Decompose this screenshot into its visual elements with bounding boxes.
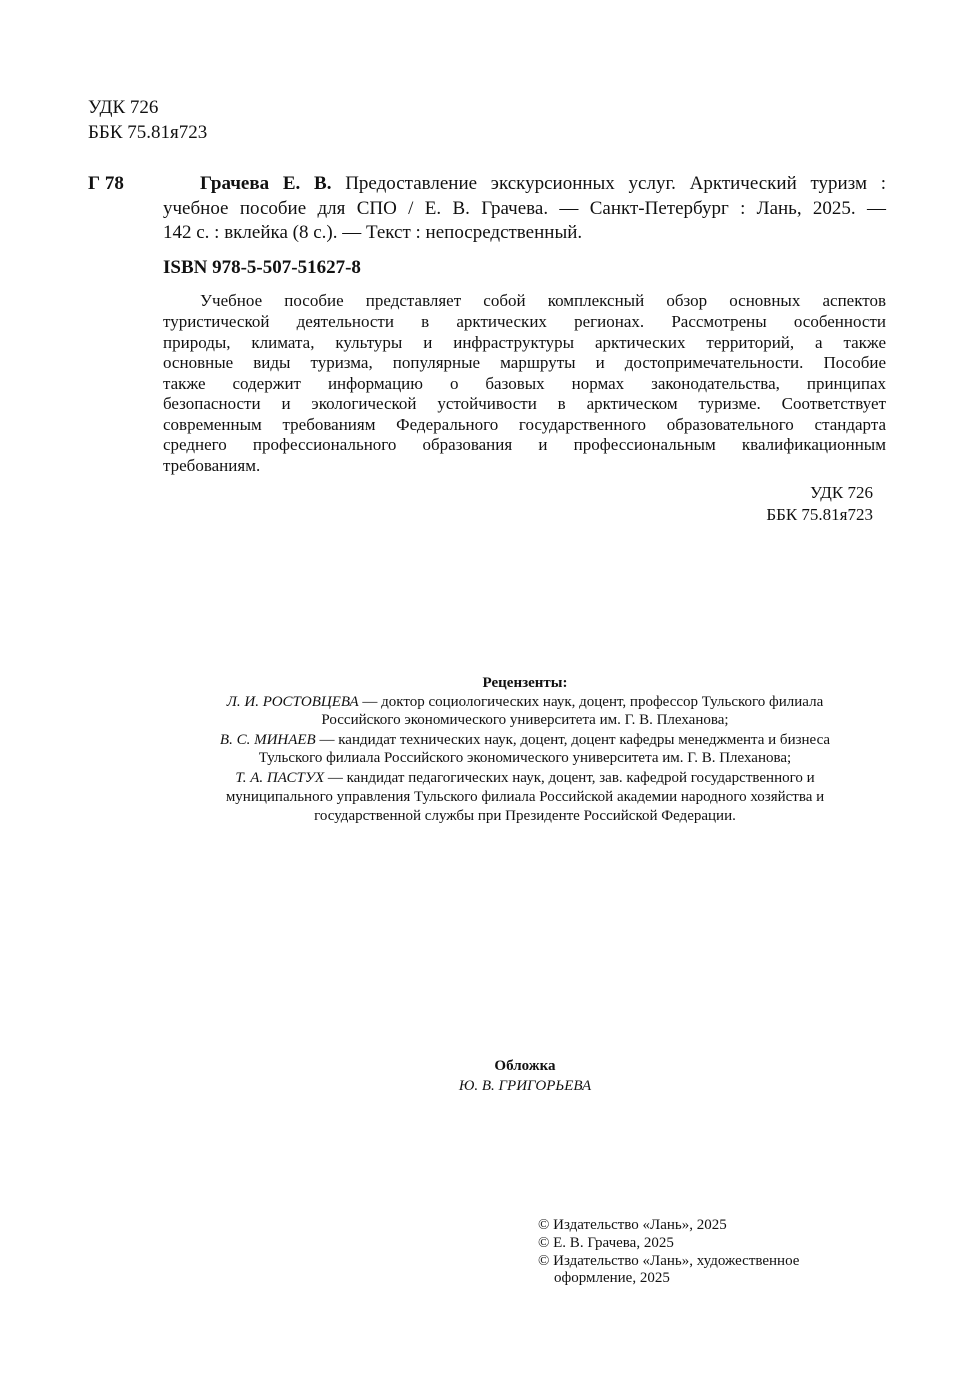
reviewers-title: Рецензенты: (482, 675, 568, 691)
cover-title: Обложка (494, 1058, 556, 1074)
abstract-line: требованиям. (163, 456, 261, 475)
copyright-line: © Издательство «Лань», 2025 (538, 1217, 727, 1233)
copyright-line: © Е. В. Грачева, 2025 (538, 1235, 674, 1251)
reviewer-1-name: Л. И. РОСТОВЦЕВА (226, 694, 359, 710)
abstract-line: туристической деятельности в арктических регионах. Рассмотрены особенности (163, 312, 886, 331)
copyright-line: © Издательство «Лань», художественное (538, 1253, 800, 1269)
author-sign: Г 78 (88, 173, 124, 194)
bib-line-2: учебное пособие для СПО / Е. В. Грачева. — Санкт-Петербург : Лань, 2025. — (163, 198, 886, 219)
reviewer-3-line-3: государственной службы при Президенте Российской Федерации. (314, 808, 736, 824)
bib-line-3: 142 с. : вклейка (8 с.). — Текст : непосредственный. (163, 222, 583, 243)
abstract-line: среднего профессионального образования и профессиональным квалификационным (163, 435, 886, 454)
copyright-line: оформление, 2025 (554, 1270, 670, 1286)
reviewer-2-desc: — кандидат технических наук, доцент, доцент кафедры менеджмента и бизнеса (315, 732, 831, 748)
reviewer-2-line-2: Тульского филиала Российского экономического университета им. Г. В. Плеханова; (258, 750, 792, 766)
udk-code: УДК 726 (88, 97, 159, 118)
reviewer-3-name: Т. А. ПАСТУХ (235, 770, 325, 786)
udk-code-right: УДК 726 (809, 483, 873, 502)
bbk-code-right: ББК 75.81я723 (766, 505, 873, 524)
bib-author: Грачева Е. В. (200, 173, 332, 194)
reviewer-3-line-1 (0, 769, 976, 788)
reviewer-3-line-2: муниципального управления Тульского филиала Российской академии народного хозяйства и (225, 789, 825, 805)
reviewer-1-line-2: Российского экономического университета им. Г. В. Плеханова; (321, 712, 729, 728)
reviewer-2-line-1 (0, 731, 976, 750)
bib-title: Предоставление экскурсионных услуг. Арктический туризм : (345, 173, 887, 194)
abstract-line: современным требованиям Федерального государственного образовательного стандарта (163, 415, 886, 434)
cover-designer: Ю. В. ГРИГОРЬЕВА (458, 1078, 592, 1094)
bbk-code: ББК 75.81я723 (88, 122, 208, 143)
reviewer-1-desc: — доктор социологических наук, доцент, профессор Тульского филиала (358, 694, 824, 710)
reviewer-1-line-1 (0, 693, 976, 712)
abstract-line: основные виды туризма, популярные маршруты и достопримечательности. Пособие (163, 353, 886, 372)
abstract-line: также содержит информацию о базовых нормах законодательства, принципах (163, 374, 886, 393)
bib-line-1 (200, 173, 886, 195)
abstract-line: Учебное пособие представляет собой комплексный обзор основных аспектов (200, 291, 886, 310)
abstract-line: природы, климата, культуры и инфраструктуры арктических территорий, а также (163, 333, 886, 352)
isbn: ISBN 978-5-507-51627-8 (163, 257, 361, 278)
abstract-line: безопасности и экологической устойчивости в арктическом туризме. Соответствует (163, 394, 886, 413)
reviewer-3-desc: — кандидат педагогических наук, доцент, зав. кафедрой государственного и (324, 770, 815, 786)
reviewer-2-name: В. С. МИНАЕВ (219, 732, 316, 748)
